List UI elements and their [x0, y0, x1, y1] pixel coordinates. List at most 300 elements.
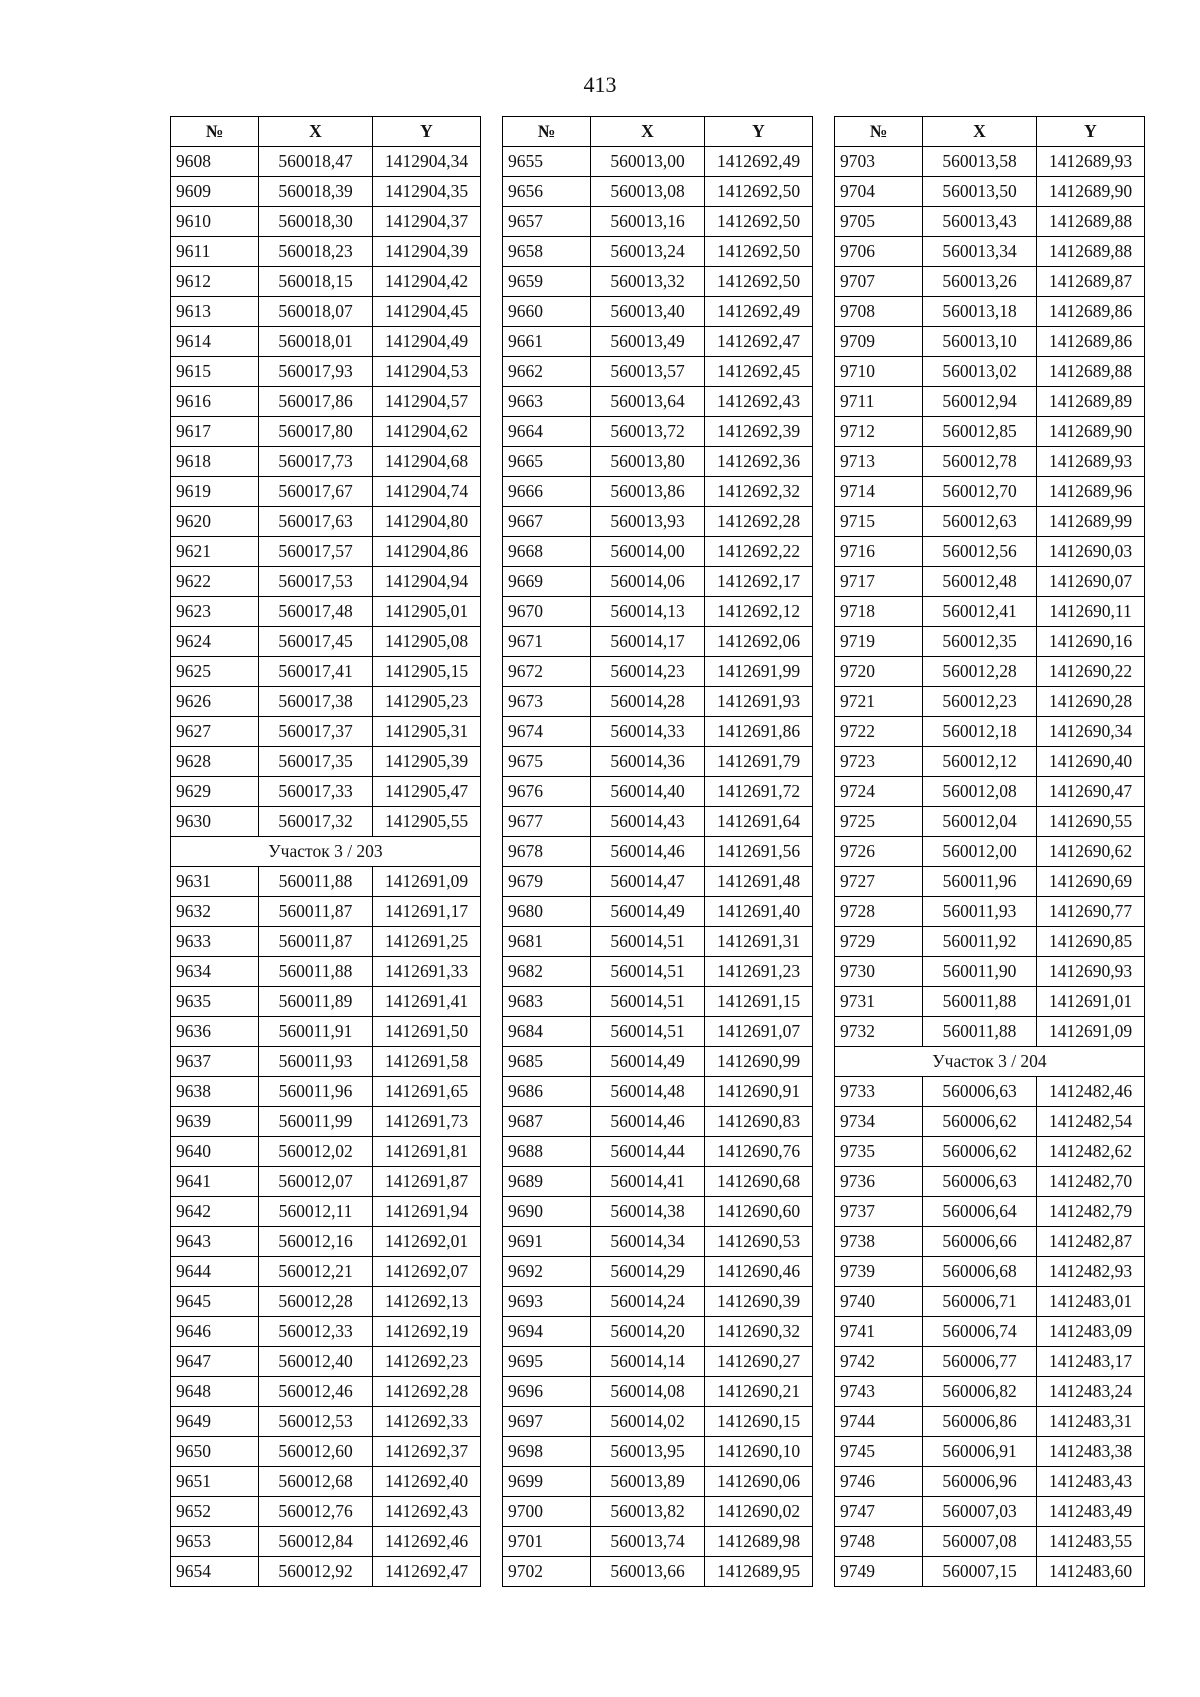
x-coordinate-cell: 560014,28 [591, 687, 705, 717]
y-coordinate-cell: 1412690,85 [1037, 927, 1145, 957]
x-coordinate-cell: 560012,00 [923, 837, 1037, 867]
point-number-cell: 9681 [503, 927, 591, 957]
y-coordinate-cell: 1412689,88 [1037, 357, 1145, 387]
point-number-cell: 9728 [835, 897, 923, 927]
point-number-cell: 9696 [503, 1377, 591, 1407]
table-row [835, 1317, 1145, 1347]
point-number-cell: 9650 [171, 1437, 259, 1467]
point-number-cell: 9640 [171, 1137, 259, 1167]
table-row [835, 417, 1145, 447]
table-row [503, 267, 813, 297]
table-row [835, 837, 1145, 867]
x-coordinate-cell: 560013,89 [591, 1467, 705, 1497]
point-number-cell: 9656 [503, 177, 591, 207]
point-number-cell: 9626 [171, 687, 259, 717]
y-coordinate-cell: 1412904,57 [373, 387, 481, 417]
x-coordinate-cell: 560011,91 [259, 1017, 373, 1047]
point-number-cell: 9666 [503, 477, 591, 507]
x-coordinate-cell: 560012,18 [923, 717, 1037, 747]
point-number-cell: 9668 [503, 537, 591, 567]
x-coordinate-cell: 560014,51 [591, 987, 705, 1017]
y-coordinate-cell: 1412690,40 [1037, 747, 1145, 777]
point-number-cell: 9700 [503, 1497, 591, 1527]
x-coordinate-cell: 560013,16 [591, 207, 705, 237]
table-row [503, 297, 813, 327]
y-coordinate-cell: 1412692,47 [373, 1557, 481, 1587]
table-row [503, 1347, 813, 1377]
table-row [171, 327, 481, 357]
x-coordinate-cell: 560014,34 [591, 1227, 705, 1257]
y-coordinate-cell: 1412692,36 [705, 447, 813, 477]
table-row [503, 567, 813, 597]
y-coordinate-cell: 1412483,49 [1037, 1497, 1145, 1527]
x-coordinate-cell: 560012,16 [259, 1227, 373, 1257]
table-row [171, 357, 481, 387]
point-number-cell: 9659 [503, 267, 591, 297]
table-row [171, 1347, 481, 1377]
x-coordinate-cell: 560011,88 [923, 987, 1037, 1017]
table-row [171, 1107, 481, 1137]
table-row [835, 927, 1145, 957]
table-row [835, 297, 1145, 327]
x-coordinate-cell: 560011,88 [259, 957, 373, 987]
point-number-cell: 9655 [503, 147, 591, 177]
point-number-cell: 9624 [171, 627, 259, 657]
point-number-cell: 9714 [835, 477, 923, 507]
y-coordinate-cell: 1412482,70 [1037, 1167, 1145, 1197]
y-coordinate-cell: 1412689,88 [1037, 237, 1145, 267]
table-row [171, 267, 481, 297]
x-coordinate-cell: 560012,11 [259, 1197, 373, 1227]
y-coordinate-cell: 1412692,50 [705, 207, 813, 237]
y-coordinate-cell: 1412691,86 [705, 717, 813, 747]
point-number-cell: 9625 [171, 657, 259, 687]
x-coordinate-cell: 560006,71 [923, 1287, 1037, 1317]
y-coordinate-cell: 1412692,46 [373, 1527, 481, 1557]
y-coordinate-cell: 1412691,99 [705, 657, 813, 687]
x-coordinate-cell: 560013,72 [591, 417, 705, 447]
point-number-cell: 9719 [835, 627, 923, 657]
y-coordinate-cell: 1412690,11 [1037, 597, 1145, 627]
x-coordinate-cell: 560018,01 [259, 327, 373, 357]
y-coordinate-cell: 1412690,76 [705, 1137, 813, 1167]
y-coordinate-cell: 1412904,94 [373, 567, 481, 597]
x-coordinate-cell: 560018,07 [259, 297, 373, 327]
x-coordinate-cell: 560012,41 [923, 597, 1037, 627]
y-coordinate-cell: 1412692,23 [373, 1347, 481, 1377]
x-coordinate-cell: 560013,34 [923, 237, 1037, 267]
point-number-cell: 9621 [171, 537, 259, 567]
x-coordinate-cell: 560012,92 [259, 1557, 373, 1587]
x-coordinate-cell: 560012,48 [923, 567, 1037, 597]
column-header-x: X [259, 117, 373, 147]
y-coordinate-cell: 1412482,54 [1037, 1107, 1145, 1137]
x-coordinate-cell: 560013,95 [591, 1437, 705, 1467]
table-row [503, 1167, 813, 1197]
point-number-cell: 9617 [171, 417, 259, 447]
y-coordinate-cell: 1412689,90 [1037, 177, 1145, 207]
column-header-x: X [923, 117, 1037, 147]
x-coordinate-cell: 560012,08 [923, 777, 1037, 807]
table-row [503, 417, 813, 447]
point-number-cell: 9673 [503, 687, 591, 717]
point-number-cell: 9643 [171, 1227, 259, 1257]
table-row [171, 1227, 481, 1257]
y-coordinate-cell: 1412905,23 [373, 687, 481, 717]
y-coordinate-cell: 1412690,22 [1037, 657, 1145, 687]
y-coordinate-cell: 1412690,47 [1037, 777, 1145, 807]
x-coordinate-cell: 560014,47 [591, 867, 705, 897]
table-row [503, 1527, 813, 1557]
table-row [171, 147, 481, 177]
y-coordinate-cell: 1412904,53 [373, 357, 481, 387]
y-coordinate-cell: 1412692,50 [705, 267, 813, 297]
x-coordinate-cell: 560006,63 [923, 1077, 1037, 1107]
point-number-cell: 9709 [835, 327, 923, 357]
coordinates-table-3 [834, 116, 1145, 1587]
x-coordinate-cell: 560014,51 [591, 1017, 705, 1047]
x-coordinate-cell: 560017,86 [259, 387, 373, 417]
table-row [171, 537, 481, 567]
x-coordinate-cell: 560017,63 [259, 507, 373, 537]
x-coordinate-cell: 560014,17 [591, 627, 705, 657]
table-row [835, 987, 1145, 1017]
point-number-cell: 9726 [835, 837, 923, 867]
y-coordinate-cell: 1412690,27 [705, 1347, 813, 1377]
point-number-cell: 9678 [503, 837, 591, 867]
point-number-cell: 9738 [835, 1227, 923, 1257]
point-number-cell: 9717 [835, 567, 923, 597]
table-row [171, 717, 481, 747]
table-row [835, 267, 1145, 297]
y-coordinate-cell: 1412690,68 [705, 1167, 813, 1197]
table-row [835, 1077, 1145, 1107]
point-number-cell: 9623 [171, 597, 259, 627]
y-coordinate-cell: 1412691,33 [373, 957, 481, 987]
x-coordinate-cell: 560006,82 [923, 1377, 1037, 1407]
table-row [835, 777, 1145, 807]
y-coordinate-cell: 1412482,79 [1037, 1197, 1145, 1227]
x-coordinate-cell: 560017,32 [259, 807, 373, 837]
x-coordinate-cell: 560013,93 [591, 507, 705, 537]
table-row [503, 327, 813, 357]
table-row [835, 627, 1145, 657]
x-coordinate-cell: 560018,39 [259, 177, 373, 207]
point-number-cell: 9718 [835, 597, 923, 627]
y-coordinate-cell: 1412692,28 [705, 507, 813, 537]
table-row [171, 1137, 481, 1167]
y-coordinate-cell: 1412691,09 [373, 867, 481, 897]
table-row [171, 1557, 481, 1587]
point-number-cell: 9627 [171, 717, 259, 747]
table-row [503, 207, 813, 237]
point-number-cell: 9705 [835, 207, 923, 237]
table-row [503, 507, 813, 537]
y-coordinate-cell: 1412691,15 [705, 987, 813, 1017]
table-row [835, 1137, 1145, 1167]
point-number-cell: 9676 [503, 777, 591, 807]
table-row [835, 237, 1145, 267]
x-coordinate-cell: 560006,77 [923, 1347, 1037, 1377]
table-row [503, 1137, 813, 1167]
table-row [503, 357, 813, 387]
table-row [171, 1497, 481, 1527]
table-row [835, 357, 1145, 387]
y-coordinate-cell: 1412691,41 [373, 987, 481, 1017]
x-coordinate-cell: 560014,49 [591, 897, 705, 927]
y-coordinate-cell: 1412689,90 [1037, 417, 1145, 447]
point-number-cell: 9639 [171, 1107, 259, 1137]
x-coordinate-cell: 560013,66 [591, 1557, 705, 1587]
x-coordinate-cell: 560006,86 [923, 1407, 1037, 1437]
x-coordinate-cell: 560011,93 [923, 897, 1037, 927]
x-coordinate-cell: 560012,46 [259, 1377, 373, 1407]
x-coordinate-cell: 560012,76 [259, 1497, 373, 1527]
point-number-cell: 9613 [171, 297, 259, 327]
table-row [835, 897, 1145, 927]
table-row [503, 177, 813, 207]
x-coordinate-cell: 560017,53 [259, 567, 373, 597]
table-row [835, 957, 1145, 987]
y-coordinate-cell: 1412905,31 [373, 717, 481, 747]
x-coordinate-cell: 560013,24 [591, 237, 705, 267]
y-coordinate-cell: 1412692,06 [705, 627, 813, 657]
table-row [503, 1377, 813, 1407]
table-row [835, 1467, 1145, 1497]
point-number-cell: 9633 [171, 927, 259, 957]
table-row [835, 687, 1145, 717]
point-number-cell: 9712 [835, 417, 923, 447]
point-number-cell: 9692 [503, 1257, 591, 1287]
y-coordinate-cell: 1412689,89 [1037, 387, 1145, 417]
y-coordinate-cell: 1412689,86 [1037, 297, 1145, 327]
point-number-cell: 9652 [171, 1497, 259, 1527]
x-coordinate-cell: 560012,23 [923, 687, 1037, 717]
table-row [835, 1257, 1145, 1287]
y-coordinate-cell: 1412692,01 [373, 1227, 481, 1257]
x-coordinate-cell: 560018,30 [259, 207, 373, 237]
x-coordinate-cell: 560018,23 [259, 237, 373, 267]
table-row [835, 1407, 1145, 1437]
y-coordinate-cell: 1412692,19 [373, 1317, 481, 1347]
table-row [835, 1347, 1145, 1377]
table-row [503, 897, 813, 927]
point-number-cell: 9708 [835, 297, 923, 327]
point-number-cell: 9660 [503, 297, 591, 327]
table-row [171, 297, 481, 327]
point-number-cell: 9670 [503, 597, 591, 627]
y-coordinate-cell: 1412690,28 [1037, 687, 1145, 717]
table-row [171, 237, 481, 267]
y-coordinate-cell: 1412691,72 [705, 777, 813, 807]
table-row [835, 1497, 1145, 1527]
point-number-cell: 9720 [835, 657, 923, 687]
x-coordinate-cell: 560011,92 [923, 927, 1037, 957]
y-coordinate-cell: 1412690,16 [1037, 627, 1145, 657]
table-row [171, 897, 481, 927]
x-coordinate-cell: 560013,49 [591, 327, 705, 357]
y-coordinate-cell: 1412692,22 [705, 537, 813, 567]
y-coordinate-cell: 1412692,45 [705, 357, 813, 387]
point-number-cell: 9711 [835, 387, 923, 417]
table-row [503, 1017, 813, 1047]
x-coordinate-cell: 560013,18 [923, 297, 1037, 327]
point-number-cell: 9691 [503, 1227, 591, 1257]
point-number-cell: 9634 [171, 957, 259, 987]
table-row [171, 807, 481, 837]
x-coordinate-cell: 560012,63 [923, 507, 1037, 537]
x-coordinate-cell: 560013,64 [591, 387, 705, 417]
y-coordinate-cell: 1412690,55 [1037, 807, 1145, 837]
y-coordinate-cell: 1412691,17 [373, 897, 481, 927]
point-number-cell: 9742 [835, 1347, 923, 1377]
x-coordinate-cell: 560017,93 [259, 357, 373, 387]
table-row [503, 717, 813, 747]
point-number-cell: 9662 [503, 357, 591, 387]
point-number-cell: 9730 [835, 957, 923, 987]
x-coordinate-cell: 560013,58 [923, 147, 1037, 177]
x-coordinate-cell: 560011,96 [923, 867, 1037, 897]
y-coordinate-cell: 1412691,73 [373, 1107, 481, 1137]
table-row [503, 627, 813, 657]
point-number-cell: 9739 [835, 1257, 923, 1287]
table-row [835, 1167, 1145, 1197]
table-row [171, 1377, 481, 1407]
x-coordinate-cell: 560013,40 [591, 297, 705, 327]
y-coordinate-cell: 1412689,95 [705, 1557, 813, 1587]
table-row [503, 837, 813, 867]
x-coordinate-cell: 560012,53 [259, 1407, 373, 1437]
y-coordinate-cell: 1412904,74 [373, 477, 481, 507]
x-coordinate-cell: 560014,46 [591, 1107, 705, 1137]
table-row [503, 1557, 813, 1587]
y-coordinate-cell: 1412482,93 [1037, 1257, 1145, 1287]
y-coordinate-cell: 1412483,01 [1037, 1287, 1145, 1317]
x-coordinate-cell: 560017,73 [259, 447, 373, 477]
point-number-cell: 9672 [503, 657, 591, 687]
y-coordinate-cell: 1412692,33 [373, 1407, 481, 1437]
y-coordinate-cell: 1412691,01 [1037, 987, 1145, 1017]
x-coordinate-cell: 560014,14 [591, 1347, 705, 1377]
table-row [503, 1047, 813, 1077]
column-header-y: Y [373, 117, 481, 147]
table-row [171, 477, 481, 507]
y-coordinate-cell: 1412483,17 [1037, 1347, 1145, 1377]
x-coordinate-cell: 560014,44 [591, 1137, 705, 1167]
table-row [503, 687, 813, 717]
point-number-cell: 9694 [503, 1317, 591, 1347]
table-row [171, 1527, 481, 1557]
point-number-cell: 9649 [171, 1407, 259, 1437]
y-coordinate-cell: 1412483,09 [1037, 1317, 1145, 1347]
y-coordinate-cell: 1412691,25 [373, 927, 481, 957]
x-coordinate-cell: 560014,36 [591, 747, 705, 777]
y-coordinate-cell: 1412690,83 [705, 1107, 813, 1137]
table-row [503, 987, 813, 1017]
table-row [171, 657, 481, 687]
y-coordinate-cell: 1412690,39 [705, 1287, 813, 1317]
table-row [171, 177, 481, 207]
y-coordinate-cell: 1412690,10 [705, 1437, 813, 1467]
y-coordinate-cell: 1412691,87 [373, 1167, 481, 1197]
y-coordinate-cell: 1412904,35 [373, 177, 481, 207]
point-number-cell: 9749 [835, 1557, 923, 1587]
table-row [171, 597, 481, 627]
point-number-cell: 9722 [835, 717, 923, 747]
table-row [835, 747, 1145, 777]
y-coordinate-cell: 1412483,31 [1037, 1407, 1145, 1437]
point-number-cell: 9745 [835, 1437, 923, 1467]
point-number-cell: 9743 [835, 1377, 923, 1407]
table-row [171, 927, 481, 957]
y-coordinate-cell: 1412904,68 [373, 447, 481, 477]
x-coordinate-cell: 560012,33 [259, 1317, 373, 1347]
point-number-cell: 9727 [835, 867, 923, 897]
table-row [503, 1437, 813, 1467]
table-row [171, 1047, 481, 1077]
y-coordinate-cell: 1412692,28 [373, 1377, 481, 1407]
y-coordinate-cell: 1412691,09 [1037, 1017, 1145, 1047]
x-coordinate-cell: 560013,00 [591, 147, 705, 177]
y-coordinate-cell: 1412690,77 [1037, 897, 1145, 927]
point-number-cell: 9631 [171, 867, 259, 897]
y-coordinate-cell: 1412483,43 [1037, 1467, 1145, 1497]
point-number-cell: 9689 [503, 1167, 591, 1197]
y-coordinate-cell: 1412689,98 [705, 1527, 813, 1557]
point-number-cell: 9687 [503, 1107, 591, 1137]
x-coordinate-cell: 560006,63 [923, 1167, 1037, 1197]
x-coordinate-cell: 560006,64 [923, 1197, 1037, 1227]
point-number-cell: 9685 [503, 1047, 591, 1077]
point-number-cell: 9679 [503, 867, 591, 897]
table-row [503, 1197, 813, 1227]
column-header-y: Y [705, 117, 813, 147]
point-number-cell: 9703 [835, 147, 923, 177]
x-coordinate-cell: 560011,89 [259, 987, 373, 1017]
y-coordinate-cell: 1412689,87 [1037, 267, 1145, 297]
point-number-cell: 9658 [503, 237, 591, 267]
y-coordinate-cell: 1412904,80 [373, 507, 481, 537]
point-number-cell: 9725 [835, 807, 923, 837]
x-coordinate-cell: 560013,32 [591, 267, 705, 297]
table-row [835, 867, 1145, 897]
table-row [835, 567, 1145, 597]
point-number-cell: 9609 [171, 177, 259, 207]
y-coordinate-cell: 1412483,60 [1037, 1557, 1145, 1587]
table-row [171, 207, 481, 237]
point-number-cell: 9648 [171, 1377, 259, 1407]
x-coordinate-cell: 560011,96 [259, 1077, 373, 1107]
point-number-cell: 9616 [171, 387, 259, 417]
table-row [171, 1257, 481, 1287]
table-row [503, 147, 813, 177]
table-row [835, 807, 1145, 837]
x-coordinate-cell: 560007,03 [923, 1497, 1037, 1527]
x-coordinate-cell: 560006,62 [923, 1107, 1037, 1137]
y-coordinate-cell: 1412690,53 [705, 1227, 813, 1257]
x-coordinate-cell: 560012,85 [923, 417, 1037, 447]
y-coordinate-cell: 1412483,55 [1037, 1527, 1145, 1557]
y-coordinate-cell: 1412690,15 [705, 1407, 813, 1437]
point-number-cell: 9608 [171, 147, 259, 177]
point-number-cell: 9699 [503, 1467, 591, 1497]
point-number-cell: 9698 [503, 1437, 591, 1467]
column-header-x: X [591, 117, 705, 147]
point-number-cell: 9619 [171, 477, 259, 507]
coordinates-table-2 [502, 116, 813, 1587]
point-number-cell: 9706 [835, 237, 923, 267]
table-row [503, 1497, 813, 1527]
